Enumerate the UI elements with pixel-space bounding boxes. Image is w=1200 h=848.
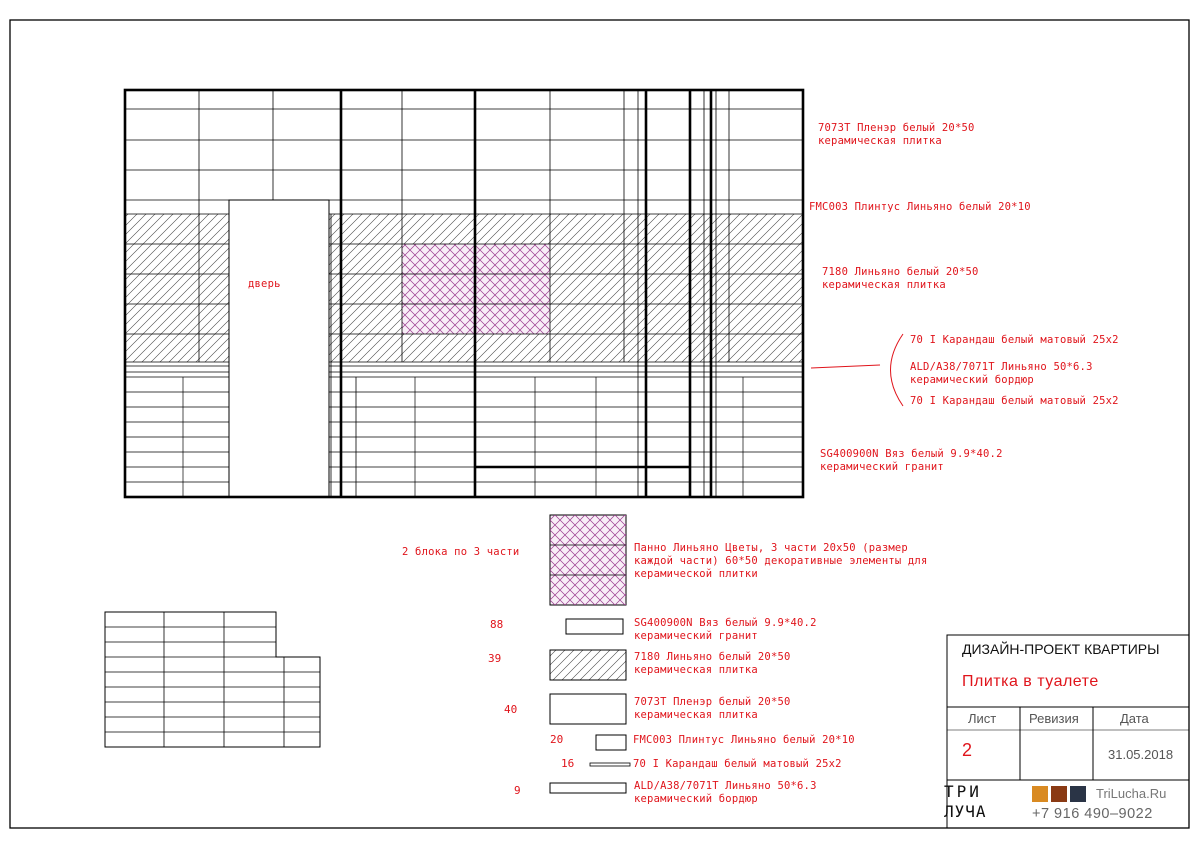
- legend-panel-count: 2 блока по 3 части: [402, 546, 520, 558]
- swatch-orange: [1032, 786, 1048, 802]
- callout-granite: SG400900N Вяз белый 9.9*40.2 керамический гранит: [820, 448, 1003, 473]
- sheet-title: Плитка в туалете: [962, 673, 1099, 690]
- legend-count-granite: 88: [490, 618, 504, 631]
- swatch-brown: [1051, 786, 1067, 802]
- floor-layout: [105, 612, 320, 747]
- callout-pencil-bottom: 70 I Карандаш белый матовый 25x2: [910, 395, 1119, 407]
- callout-brace: [891, 334, 904, 406]
- wall-elevation: [125, 90, 803, 497]
- legend-panel-text: Панно Линьяно Цветы, 3 части 20x50 (размер каждой части) 60*50 декоративные элементы для керамической плитки: [634, 542, 928, 580]
- swatch-panel: [550, 515, 626, 605]
- callout-pencil-top: 70 I Карандаш белый матовый 25x2: [910, 334, 1119, 346]
- door: [229, 200, 329, 497]
- swatch-border: [550, 783, 626, 793]
- swatch-7073t: [550, 694, 626, 724]
- legend-text-7180: 7180 Линьяно белый 20*50 керамическая плитка: [634, 651, 791, 676]
- swatch-plinth: [596, 735, 626, 750]
- legend-text-granite: SG400900N Вяз белый 9.9*40.2 керамический гранит: [634, 617, 817, 642]
- swatch-pencil: [590, 763, 630, 766]
- legend-count-border: 9: [514, 784, 521, 797]
- callout-border: ALD/A38/7071T Линьяно 50*6.3 керамический бордюр: [910, 361, 1093, 386]
- date-value: 31.05.2018: [1108, 747, 1174, 762]
- legend-count-plinth: 20: [550, 733, 564, 746]
- col-sheet-label: Лист: [968, 711, 997, 726]
- legend-count-pencil: 16: [561, 757, 575, 770]
- sheet-number: 2: [962, 740, 973, 760]
- callout-7180: 7180 Линьяно белый 20*50 керамическая плитка: [822, 266, 979, 291]
- swatch-navy: [1070, 786, 1086, 802]
- callout-plinth: FMC003 Плинтус Линьяно белый 20*10: [809, 201, 1031, 213]
- callout-leader: [811, 365, 880, 368]
- swatch-granite: [566, 619, 623, 634]
- site-link[interactable]: TriLucha.Ru: [1096, 786, 1167, 801]
- logo-text-line2: ЛУЧА: [944, 802, 987, 821]
- legend-text-plinth: FMC003 Плинтус Линьяно белый 20*10: [633, 734, 855, 746]
- legend-text-border: ALD/A38/7071T Линьяно 50*6.3 керамический бордюр: [634, 780, 817, 805]
- project-title: ДИЗАЙН-ПРОЕКТ КВАРТИРЫ: [962, 641, 1160, 657]
- swatch-7180: [550, 650, 626, 680]
- legend-text-pencil: 70 I Карандаш белый матовый 25x2: [633, 758, 842, 770]
- logo-swatches: [1032, 786, 1086, 802]
- legend-text-7073t: 7073T Пленэр белый 20*50 керамическая плитка: [634, 696, 791, 721]
- phone-number: +7 916 490–9022: [1032, 806, 1153, 822]
- logo-text-line1: ТРИ: [944, 782, 982, 801]
- legend-count-7073t: 40: [504, 703, 518, 716]
- col-date-label: Дата: [1120, 711, 1149, 726]
- col-revision-label: Ревизия: [1029, 711, 1079, 726]
- callout-7073t: 7073T Пленэр белый 20*50 керамическая плитка: [818, 122, 975, 147]
- door-label: дверь: [248, 278, 281, 290]
- legend-count-7180: 39: [488, 652, 502, 665]
- legend-swatches: [550, 515, 630, 793]
